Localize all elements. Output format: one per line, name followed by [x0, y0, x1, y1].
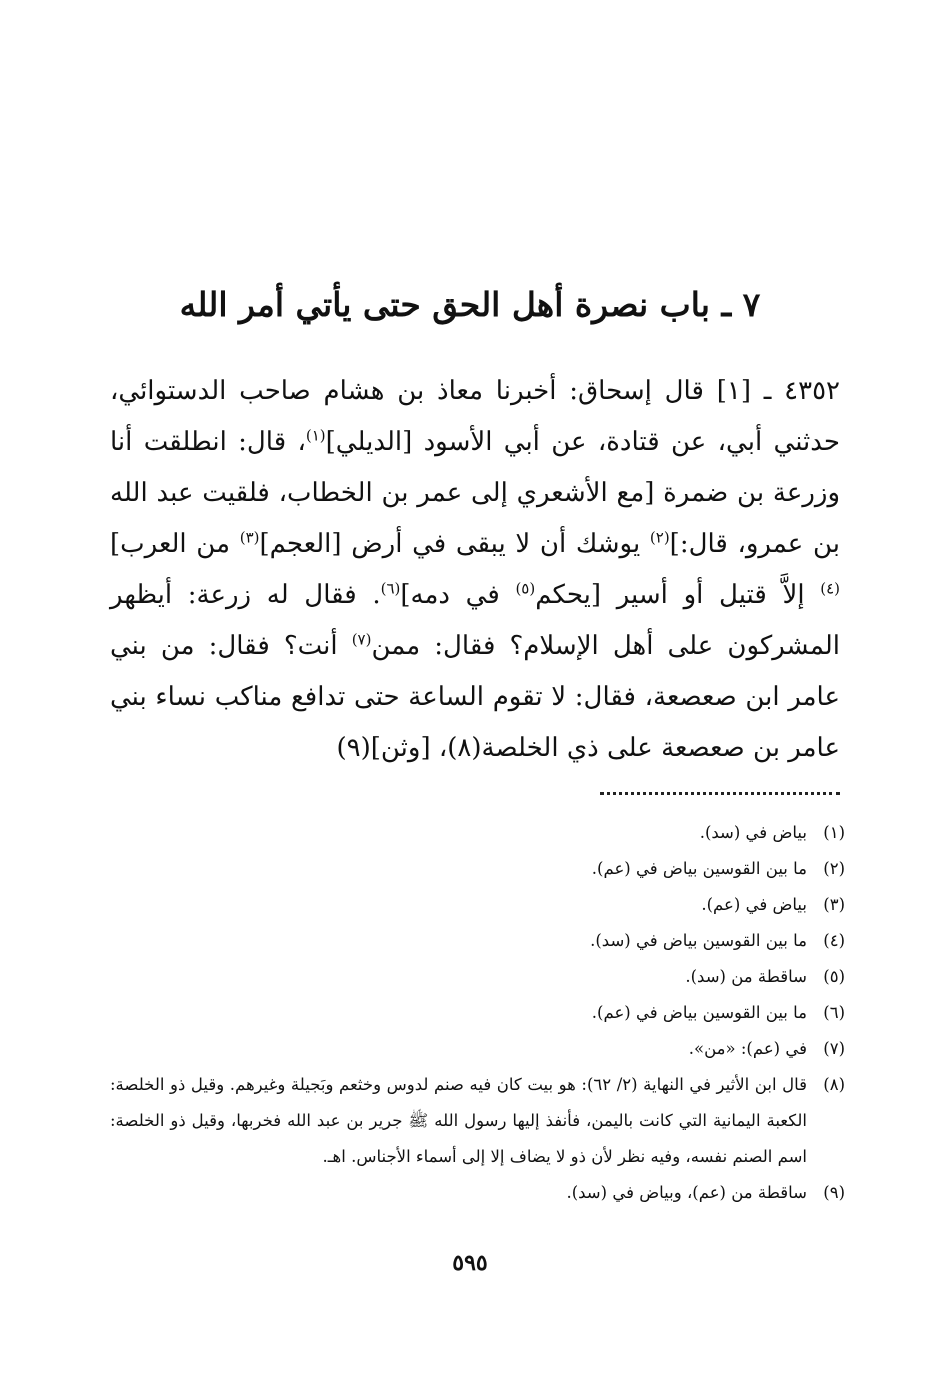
footnote-item	[110, 887, 845, 923]
footnote-number: (٢)	[823, 859, 845, 878]
footnote-item	[110, 815, 845, 851]
page-number: ٥٩٥	[452, 1250, 488, 1276]
hadith-segment: إلاَّ قتيل أو أسير [يحكم	[535, 580, 821, 610]
footnote-number: (٧)	[823, 1039, 845, 1058]
footnote-number: (١)	[823, 823, 845, 842]
footnote-ref-4: (٤)	[820, 579, 840, 598]
footnote-ref-3: (٣)	[239, 528, 260, 547]
footnote-number: (٨)	[823, 1075, 845, 1094]
chapter-title: ٧ ـ باب نصرة أهل الحق حتى يأتي أمر الله	[179, 285, 761, 325]
hadith-segment: أنت؟ فقال: من بني عامر ابن صعصعة، فقال: لا تقوم الساعة حتى تدافع مناكب نساء بني عامر بن صعصعة على ذي الخلصة(٨)، [وثن](٩)	[110, 631, 840, 763]
footnote-item	[110, 923, 845, 959]
footnote-text: ما بين القوسين بياض في (عم).	[591, 859, 807, 878]
footnote-number: (٤)	[823, 931, 845, 950]
hadith-segment: ، قال: انطلقت أنا وزرعة بن ضمرة [مع الأشعري إلى عمر بن الخطاب، فلقيت عبد الله بن عمرو، قال:]	[110, 427, 840, 559]
footnote-item	[110, 1067, 845, 1175]
hadith-segment: من العرب]	[110, 529, 240, 559]
footnote-item	[110, 1031, 845, 1067]
hadith-segment: في دمه]	[400, 580, 516, 610]
hadith-paragraph	[110, 366, 840, 774]
footnote-ref-1: (١)	[305, 426, 326, 445]
footnote-text: بياض في (عم).	[701, 895, 807, 914]
footnote-text: في (عم): «من».	[688, 1039, 807, 1058]
footnote-text: ما بين القوسين بياض في (سد).	[590, 931, 807, 950]
footnote-ref-2: (٢)	[649, 528, 670, 547]
footnote-ref-5: (٥)	[515, 579, 536, 598]
footnote-text: ما بين القوسين بياض في (عم).	[591, 1003, 807, 1022]
footnote-number: (٥)	[823, 967, 845, 986]
footnote-text: قال ابن الأثير في النهاية (٢/ ٦٢): هو بيت كان فيه صنم لدوس وخثعم وبَجيلة وغيرهم. وقيل ذو الخلصة: الكعبة اليمانية التي كانت باليمن، فأنفذ إليها رسول الله ﷺ جرير بن عبد الله فخربها، وقيل ذو الخلصة: اسم الصنم نفسه، وفيه نظر لأن ذو لا يضاف إلا إلى أسماء الأجناس. اهـ.	[110, 1075, 807, 1166]
footnote-item	[110, 851, 845, 887]
footnote-number: (٣)	[823, 895, 845, 914]
footnote-number: (٩)	[823, 1183, 845, 1202]
hadith-segment: . فقال له زرعة: أيظهر المشركون على أهل الإسلام؟ فقال: ممن	[110, 580, 840, 661]
footnote-text: بياض في (سد).	[699, 823, 807, 842]
footnotes	[110, 815, 845, 1211]
footnote-separator	[600, 792, 840, 795]
footnote-item	[110, 959, 845, 995]
footnote-item	[110, 1175, 845, 1211]
footnote-ref-6: (٦)	[380, 579, 401, 598]
footnote-item	[110, 995, 845, 1031]
hadith-text	[110, 366, 840, 774]
hadith-segment: يوشك أن لا يبقى في أرض [العجم]	[259, 529, 650, 559]
footnote-text: ساقطة من (سد).	[685, 967, 807, 986]
footnote-number: (٦)	[823, 1003, 845, 1022]
hadith-segment: ٤٣٥٢ ـ [١] قال إسحاق: أخبرنا معاذ بن هشام صاحب الدستوائي، حدثني أبي، عن قتادة، عن أبي الأسود [الديلي]	[110, 376, 840, 457]
footnote-text: ساقطة من (عم)، وبياض في (سد).	[566, 1183, 807, 1202]
footnote-ref-7: (٧)	[351, 630, 372, 649]
